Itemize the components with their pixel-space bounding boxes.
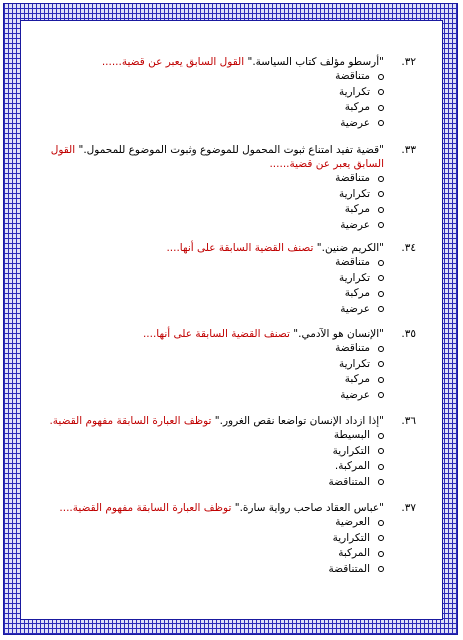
option-label: متناقضة (335, 172, 370, 184)
options-list (46, 69, 416, 131)
option-item[interactable] (46, 85, 384, 101)
question-number: ٣٤. (401, 242, 416, 254)
radio-bullet-icon (378, 392, 384, 398)
questions-list (21, 21, 444, 621)
question-text (46, 414, 384, 428)
option-item[interactable] (46, 171, 384, 187)
radio-bullet-icon (378, 306, 384, 312)
question-text (46, 501, 384, 515)
question-prompt: القول السابق يعبر عن قضية...... (50, 144, 384, 170)
option-item[interactable] (46, 357, 384, 373)
question-line (46, 501, 416, 515)
option-item[interactable] (46, 302, 384, 318)
option-item[interactable] (46, 116, 384, 132)
radio-bullet-icon (378, 520, 384, 526)
option-label: المركبة (338, 547, 370, 559)
option-item[interactable] (46, 372, 384, 388)
radio-bullet-icon (378, 74, 384, 80)
question-number: ٣٣. (401, 144, 416, 156)
question-quote: "قضية تفيد امتناع ثبوت المحمول للموضوع وثبوت الموضوع للمحمول." (78, 144, 384, 156)
radio-bullet-icon (378, 120, 384, 126)
question-quote: "الكريم ضنين." (316, 242, 384, 254)
option-label: مركبة (344, 203, 370, 215)
radio-bullet-icon (378, 566, 384, 572)
option-item[interactable] (46, 562, 384, 578)
option-label: تكرارية (338, 187, 370, 200)
radio-bullet-icon (378, 433, 384, 439)
options-list (46, 428, 416, 490)
question-quote: "إذا ازداد الإنسان تواضعا نقص الغرور." (214, 415, 384, 427)
question-line (46, 327, 416, 341)
question-number: ٣٧. (401, 502, 416, 514)
option-label: مركبة (344, 101, 370, 113)
option-label: مركبة (344, 287, 370, 299)
option-label: تكرارية (338, 357, 370, 370)
option-item[interactable] (46, 475, 384, 491)
question-prompt: توظف العبارة السابقة مفهوم القضية.... (59, 502, 232, 514)
option-item[interactable] (46, 388, 384, 404)
radio-bullet-icon (378, 535, 384, 541)
question-36 (46, 414, 416, 490)
options-list (46, 255, 416, 317)
question-quote: "أرسطو مؤلف كتاب السياسة." (247, 56, 384, 68)
option-item[interactable] (46, 459, 384, 475)
question-prompt: تصنف القضية السابقة على أنها.... (166, 242, 314, 254)
question-text (46, 143, 384, 171)
option-label: عرضية (340, 388, 370, 401)
option-label: تكرارية (338, 85, 370, 98)
option-item[interactable] (46, 531, 384, 547)
option-item[interactable] (46, 271, 384, 287)
option-item[interactable] (46, 341, 384, 357)
option-item[interactable] (46, 428, 384, 444)
question-35 (46, 327, 416, 403)
question-text (46, 55, 384, 69)
question-prompt: توظف العبارة السابقة مفهوم القضية. (49, 415, 212, 427)
option-item[interactable] (46, 218, 384, 234)
option-item[interactable] (46, 100, 384, 116)
question-32 (46, 55, 416, 131)
options-list (46, 515, 416, 577)
question-37 (46, 501, 416, 577)
option-item[interactable] (46, 187, 384, 203)
option-label: متناقضة (335, 70, 370, 82)
option-label: المتناقضة (328, 475, 370, 488)
radio-bullet-icon (378, 464, 384, 470)
radio-bullet-icon (378, 89, 384, 95)
options-list (46, 171, 416, 233)
option-label: متناقضة (335, 256, 370, 268)
question-number: ٣٢. (401, 56, 416, 68)
question-line (46, 143, 416, 171)
radio-bullet-icon (378, 448, 384, 454)
radio-bullet-icon (378, 207, 384, 213)
option-label: عرضية (340, 116, 370, 129)
option-item[interactable] (46, 202, 384, 218)
question-text (46, 241, 384, 255)
option-label: تكرارية (338, 271, 370, 284)
option-label: التكرارية (332, 444, 370, 457)
radio-bullet-icon (378, 260, 384, 266)
radio-bullet-icon (378, 176, 384, 182)
option-item[interactable] (46, 286, 384, 302)
question-line (46, 55, 416, 69)
option-label: البسيطة (333, 429, 370, 441)
option-item[interactable] (46, 69, 384, 85)
radio-bullet-icon (378, 551, 384, 557)
radio-bullet-icon (378, 222, 384, 228)
option-label: مركبة (344, 373, 370, 385)
page-content-area (20, 20, 443, 620)
option-item[interactable] (46, 546, 384, 562)
options-list (46, 341, 416, 403)
question-line (46, 414, 416, 428)
question-prompt: تصنف القضية السابقة على أنها.... (142, 328, 290, 340)
option-label: المركبة. (334, 460, 370, 472)
option-label: متناقضة (335, 342, 370, 354)
option-item[interactable] (46, 515, 384, 531)
question-quote: "عباس العقاد صاحب رواية سارة." (234, 502, 384, 514)
question-number: ٣٦. (401, 415, 416, 427)
question-text (46, 327, 384, 341)
radio-bullet-icon (378, 361, 384, 367)
radio-bullet-icon (378, 191, 384, 197)
question-34 (46, 241, 416, 317)
question-prompt: القول السابق يعبر عن قضية...... (101, 56, 245, 68)
radio-bullet-icon (378, 291, 384, 297)
option-label: العرضية (335, 516, 370, 528)
radio-bullet-icon (378, 275, 384, 281)
option-item[interactable] (46, 255, 384, 271)
radio-bullet-icon (378, 479, 384, 485)
question-line (46, 241, 416, 255)
question-quote: "الإنسان هو الآدمي." (293, 328, 384, 340)
radio-bullet-icon (378, 346, 384, 352)
option-label: عرضية (340, 302, 370, 315)
option-label: التكرارية (332, 531, 370, 544)
option-label: عرضية (340, 218, 370, 231)
radio-bullet-icon (378, 105, 384, 111)
radio-bullet-icon (378, 377, 384, 383)
question-33 (46, 143, 416, 233)
option-label: المتناقضة (328, 562, 370, 575)
option-item[interactable] (46, 444, 384, 460)
question-number: ٣٥. (401, 328, 416, 340)
